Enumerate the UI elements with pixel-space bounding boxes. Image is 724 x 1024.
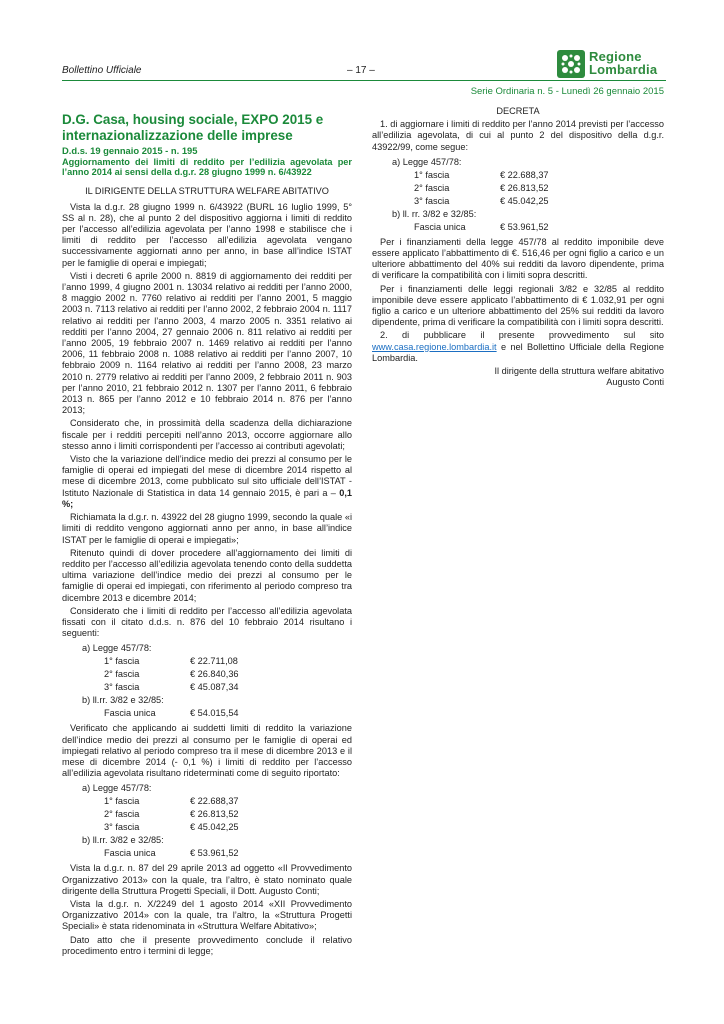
paragraph: Visti i decreti 6 aprile 2000 n. 8819 di aggiornamento dei redditi per l’anno 1999, 4 giugno 2001 n. 13034 relativo ai redditi per l’anno 2000, 8 maggio 2002 n. 7760 relativo ai redditi per l’anno 2001, 5 maggio 2003 n. 7113 relativo ai redditi per l’anno 2002, 2 febbraio 2004 n. 1117 relativo ai redditi per l’anno 2003, 4 marzo 2005 n. 3351 relativo ai redditi per l’anno 2004, 27 gennaio 2006 n. 811 relativo ai redditi per l’anno 2005, 19 febbraio 2007 n. 1469 relativo ai redditi per l’anno 2006, 11 febbraio 2008 n. 1088 relativo ai redditi per l’anno 2007, 10 febbraio 2009 n. 1164 relativo ai redditi per l’anno 2008, 23 marzo 2010 n. 2779 relativo ai redditi per l’anno 2009, 2 febbraio 2011 n. 903 per l’anno 2010, 21 febbraio 2012 n. 1307 per l’anno 2011, 6 febbraio 2013 n. 865 per l’anno 2012 e 10 febbraio 2014 n. 876 per l’anno 2013; xyxy=(62,270,352,416)
paragraph-istat xyxy=(62,454,352,510)
table-row xyxy=(62,668,352,681)
table-row xyxy=(62,795,352,808)
row-label: 3° fascia xyxy=(414,195,450,206)
table-row xyxy=(62,707,352,720)
page-number: – 17 – xyxy=(347,65,375,76)
istat-text: Visto che la variazione dell’indice medio dei prezzi al consumo per le famiglie di operai ed impiegati del mese di dicembre 2014 rispetto al mese di dicembre 2013, come pubblicato sul sito ufficiale dell’ISTAT - Istituto Nazionale di Statistica in data 14 gennaio 2015, è pari a – xyxy=(62,454,352,498)
paragraph: Vista la d.g.r. 28 giugno 1999 n. 6/43922 (BURL 16 luglio 1999, 5° SS al n. 28), che al punto 2 del dispositivo aggiorna i limiti di reddito per l’accesso all’edilizia agevolata per l’anno 1998 e stabilisce che i limiti di reddito per l’accesso all’edilizia agevolata vengano successivamente aggiornati anno per anno, in base all’indice ISTAT per le famiglie di operai e impiegati; xyxy=(62,201,352,268)
paragraph: Dato atto che il presente provvedimento conclude il relativo procedimento entro i termini di legge; xyxy=(62,934,352,956)
istat-value: 0,1 %; xyxy=(62,487,352,509)
publication-name: Bollettino Ufficiale xyxy=(62,65,142,76)
signature-role: Il dirigente della struttura welfare abitativo xyxy=(494,366,664,377)
table-heading: b) ll.rr. 3/82 e 32/85: xyxy=(82,835,164,846)
row-value: € 22.711,08 xyxy=(190,656,238,667)
table-heading: b) ll.rr. 3/82 e 32/85: xyxy=(82,695,164,706)
table-row xyxy=(62,821,352,834)
row-label: Fascia unica xyxy=(104,708,156,719)
table-heading: a) Legge 457/78: xyxy=(392,156,462,167)
row-value: € 53.961,52 xyxy=(190,848,239,859)
right-column xyxy=(372,106,664,388)
row-label: 1° fascia xyxy=(104,796,140,807)
logo-line-1: Regione xyxy=(589,49,642,64)
row-value: € 26.813,52 xyxy=(500,182,549,193)
income-limits-table-2013 xyxy=(62,642,352,720)
table-row xyxy=(372,195,664,208)
table-row xyxy=(372,169,664,182)
decreta-heading: DECRETA xyxy=(496,106,540,116)
table-row xyxy=(62,681,352,694)
logo-text xyxy=(589,50,657,76)
regione-lombardia-logo xyxy=(557,49,665,81)
row-label: 3° fascia xyxy=(104,822,140,833)
paragraph: Considerato che i limiti di reddito per l’accesso all’edilizia agevolata fissati con il citato d.d.s. n. 876 del 10 febbraio 2014 risultano i seguenti: xyxy=(62,605,352,639)
paragraph: Vista la d.g.r. n. 87 del 29 aprile 2013 ad oggetto «Il Provvedimento Organizzativo 2013» con la quale, tra l’altro, è stato nominato quale dirigente della Struttura Progetti Speciali, il Dott. Augusto Conti; xyxy=(62,863,352,896)
series-info: Serie Ordinaria n. 5 - Lunedì 26 gennaio 2015 xyxy=(470,86,664,97)
paragraph: Considerato che, in prossimità della scadenza della dichiarazione fiscale per i redditi percepiti nell’anno 2013, occorre aggiornare allo stesso anno i limiti corrispondenti per l’accesso ai contributi agevolati; xyxy=(62,418,352,451)
income-limits-table-2014 xyxy=(62,782,352,860)
table-heading: a) Legge 457/78: xyxy=(82,643,152,654)
decree-point-1: 1. di aggiornare i limiti di reddito per l’anno 2014 previsti per l’accesso all’edilizia agevolata, di cui al punto 2 del dispositivo della d.g.r. 43922/99, come segue: xyxy=(372,119,664,152)
row-value: € 45.087,34 xyxy=(190,682,239,693)
paragraph: Per i finanziamenti delle leggi regionali 3/82 e 32/85 al reddito imponibile deve essere applicato l’abbattimento di € 1.032,91 per ogni figlio a carico e un ulteriore abbattimento del 25% sui redditi da lavoro dipendente, prima di verificare la compatibilità con i limiti sopra descritti. xyxy=(372,283,664,328)
row-label: Fascia unica xyxy=(104,848,156,859)
website-link[interactable]: www.casa.regione.lombardia.it xyxy=(372,341,497,352)
table-row xyxy=(372,182,664,195)
paragraph: Richiamata la d.g.r. n. 43922 del 28 giugno 1999, secondo la quale «i limiti di reddito vengono aggiornati anno per anno, in base all’indice ISTAT per le famiglie di operai e impiegati»; xyxy=(62,512,352,545)
point-2-text-end: e nel Bollettino Ufficiale della Regione Lombardia. xyxy=(372,341,664,363)
table-row xyxy=(62,847,352,860)
act-title: D.G. Casa, housing sociale, EXPO 2015 e internazionalizzazione delle imprese xyxy=(62,112,324,143)
point-2-text: 2. di pubblicare il presente provvedimento sul sito xyxy=(380,330,664,341)
signature-name: Augusto Conti xyxy=(606,377,664,388)
logo-line-2: Lombardia xyxy=(589,62,658,77)
row-label: 2° fascia xyxy=(104,809,140,820)
row-label: 1° fascia xyxy=(104,656,140,667)
row-value: € 26.813,52 xyxy=(190,809,239,820)
row-value: € 22.688,37 xyxy=(190,796,239,807)
table-heading: a) Legge 457/78: xyxy=(82,783,152,794)
table-row xyxy=(62,808,352,821)
row-label: 3° fascia xyxy=(104,682,140,693)
row-label: 2° fascia xyxy=(414,182,450,193)
left-column xyxy=(62,112,352,959)
income-limits-table-decree xyxy=(372,156,664,234)
table-row xyxy=(62,655,352,668)
row-value: € 22.688,37 xyxy=(500,169,549,180)
act-subject: Aggiornamento dei limiti di reddito per l’edilizia agevolata per l’anno 2014 ai sensi della d.g.r. 28 giugno 1999 n. 6/43922 xyxy=(62,156,352,177)
paragraph: Per i finanziamenti della legge 457/78 al reddito imponibile deve essere applicato l’abbattimento di €. 516,46 per ogni figlio a carico e un ulteriore abbattimento del 40% sui redditi da lavoro dipendente, prima di verificare la compatibilità con i limiti sopra descritti. xyxy=(372,236,664,281)
header-rule xyxy=(62,80,666,81)
table-row xyxy=(372,221,664,234)
paragraph: Verificato che applicando ai suddetti limiti di reddito la variazione dell’indice medio dei prezzi al consumo per le famiglie di operai ed impiegati relativo al periodo compreso tra il mese di dicembre 2013 e il mese di dicembre 2014 (- 0,1 %) i limiti di reddito per l’accesso all’edilizia agevolata risultano rideterminati come di seguito riportato: xyxy=(62,723,352,779)
row-value: € 54.015,54 xyxy=(190,708,239,719)
rosa-camuna-icon xyxy=(557,50,585,78)
row-label: 2° fascia xyxy=(104,669,140,680)
row-label: Fascia unica xyxy=(414,221,466,232)
paragraph: Ritenuto quindi di dover procedere all’aggiornamento dei limiti di reddito per l’accesso all’edilizia agevolata tenendo conto della suddetta ultima variazione dell’indice medio dei prezzi al consumo per le famiglie di operai ed impiegati, con riferimento al periodo compreso tra dicembre 2013 e dicembre 2014; xyxy=(62,547,352,603)
row-value: € 53.961,52 xyxy=(500,221,549,232)
act-reference: D.d.s. 19 gennaio 2015 - n. 195 xyxy=(62,145,198,156)
decree-point-2 xyxy=(372,330,664,364)
authority-heading: IL DIRIGENTE DELLA STRUTTURA WELFARE ABITATIVO xyxy=(85,186,329,197)
table-heading: b) ll. rr. 3/82 e 32/85: xyxy=(392,208,477,219)
row-value: € 26.840,36 xyxy=(190,669,239,680)
row-value: € 45.042,25 xyxy=(500,195,549,206)
paragraph: Vista la d.g.r. n. X/2249 del 1 agosto 2014 «XII Provvedimento Organizzativo 2014» con la quale, tra l’altro, la «Struttura Progetti Speciali» è stata ridenominata in «Struttura Welfare Abitativo»; xyxy=(62,898,352,932)
row-value: € 45.042,25 xyxy=(190,822,239,833)
row-label: 1° fascia xyxy=(414,169,450,180)
